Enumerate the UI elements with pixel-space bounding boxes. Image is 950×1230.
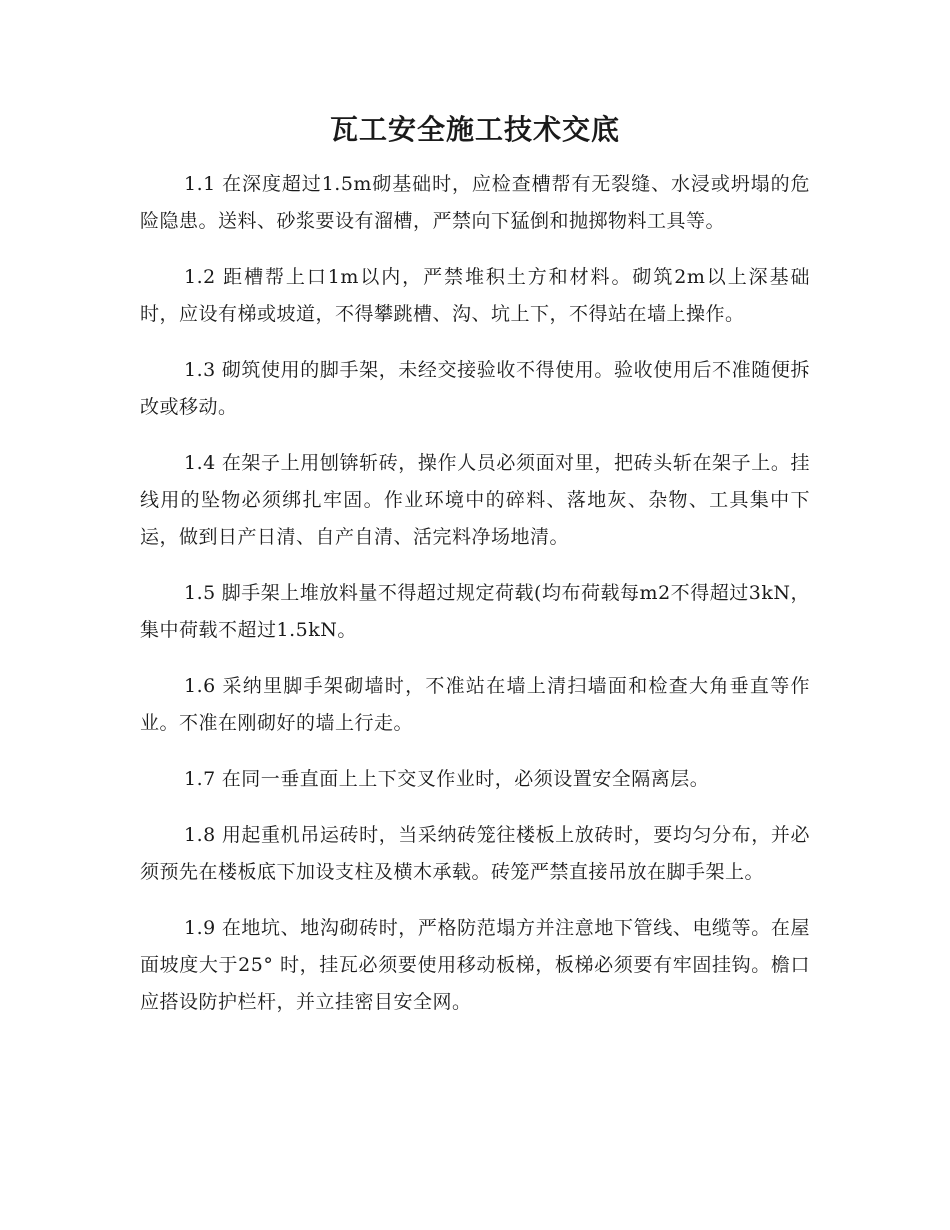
document-title: 瓦工安全施工技术交底 [329,113,620,146]
paragraph-text: 脚手架上堆放料量不得超过规定荷载(均布荷载每m2不得超过3kN，集中荷载不超过1.5kN。 [140,582,810,641]
paragraph-1-2 [140,259,810,333]
paragraph-number: 1.2 [184,266,216,288]
paragraph-number: 1.7 [184,768,216,790]
paragraph-text: 砌筑使用的脚手架，未经交接验收不得使用。验收使用后不准随便拆改或移动。 [140,359,810,418]
paragraph-number: 1.1 [184,173,216,195]
paragraph-1-1 [140,166,810,240]
paragraph-1-6 [140,668,810,742]
paragraph-text: 在架子上用刨锛斩砖，操作人员必须面对里，把砖头斩在架子上。挂线用的坠物必须绑扎牢固。作业环境中的碎料、落地灰、杂物、工具集中下运，做到日产日清、自产自清、活完料净场地清。 [140,452,810,548]
paragraph-1-8 [140,817,810,891]
paragraph-number: 1.6 [184,675,216,697]
paragraph-text: 在地坑、地沟砌砖时，严格防范塌方并注意地下管线、电缆等。在屋面坡度大于25° 时，挂瓦必须要使用移动板梯，板梯必须要有牢固挂钩。檐口应搭设防护栏杆，并立挂密目安全网。 [140,917,810,1013]
paragraph-text: 在深度超过1.5m砌基础时，应检查槽帮有无裂缝、水浸或坍塌的危险隐患。送料、砂浆要设有溜槽，严禁向下猛倒和抛掷物料工具等。 [140,173,810,232]
paragraph-number: 1.4 [184,452,216,474]
paragraph-text: 采纳里脚手架砌墙时，不准站在墙上清扫墙面和检查大角垂直等作业。不准在刚砌好的墙上行走。 [140,675,810,734]
paragraph-1-3 [140,352,810,426]
paragraph-number: 1.8 [184,824,216,846]
paragraph-number: 1.9 [184,917,216,939]
document-body [140,166,810,1040]
paragraph-1-4 [140,445,810,556]
paragraph-1-7 [140,761,810,798]
paragraph-1-9 [140,910,810,1021]
paragraph-text: 距槽帮上口1m以内，严禁堆积土方和材料。砌筑2m以上深基础时，应设有梯或坡道，不得攀跳槽、沟、坑上下，不得站在墙上操作。 [140,266,810,325]
paragraph-number: 1.3 [184,359,216,381]
paragraph-text: 用起重机吊运砖时，当采纳砖笼往楼板上放砖时，要均匀分布，并必须预先在楼板底下加设支柱及横木承载。砖笼严禁直接吊放在脚手架上。 [140,824,810,883]
paragraph-1-5 [140,575,810,649]
paragraph-text: 在同一垂直面上上下交叉作业时，必须设置安全隔离层。 [221,768,710,790]
paragraph-number: 1.5 [184,582,216,604]
